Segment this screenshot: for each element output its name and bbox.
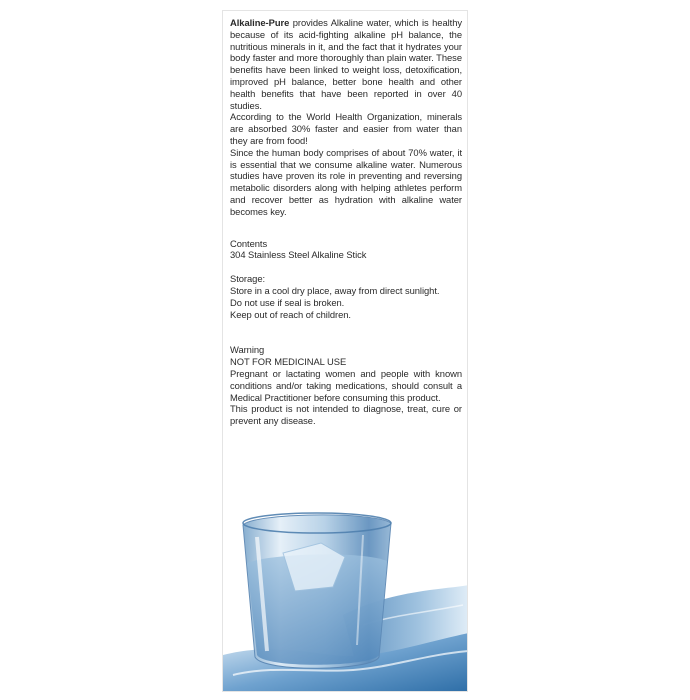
storage-line: Keep out of reach of children. (230, 308, 351, 320)
intro-text: provides Alkaline water, which is healthy because of its acid-fighting alkaline pH balance, the nutritious minerals in it, and the fact that it hydrates your body faster and more thoroughly than plain water. These benefits have been linked to weight loss, detoxification, improved pH balance, better bone health and other health benefits that have been reported in over 40 studies. (230, 17, 462, 111)
brand-name: Alkaline-Pure (230, 17, 290, 28)
contents-heading: Contents (230, 237, 268, 249)
storage-heading: Storage: (230, 273, 266, 285)
warning-line: This product is not intended to diagnose, treat, cure or prevent any disease. (230, 403, 462, 427)
warning-subheading: NOT FOR MEDICINAL USE (230, 356, 347, 368)
product-description-text (230, 17, 462, 427)
storage-line: Store in a cool dry place, away from direct sunlight. (230, 284, 440, 296)
product-info-panel (222, 10, 468, 692)
warning-heading: Warning (230, 344, 265, 356)
who-paragraph: According to the World Health Organization, minerals are absorbed 30% faster and easier from water than they are from food! (230, 111, 462, 146)
water-glass-illustration (223, 505, 468, 691)
warning-line: Pregnant or lactating women and people with known conditions and/or taking medications, should consult a Medical Practitioner before consuming this product. (230, 367, 462, 403)
contents-item: 304 Stainless Steel Alkaline Stick (230, 249, 367, 261)
body-paragraph: Since the human body comprises of about 70% water, it is essential that we consume alkaline water. Numerous studies have proven its role in preventing and reversing metabolic disorders along with helping athletes perform and recover better as hydration with alkaline water becomes key. (230, 146, 462, 217)
storage-line: Do not use if seal is broken. (230, 296, 345, 308)
intro-paragraph (230, 17, 462, 111)
